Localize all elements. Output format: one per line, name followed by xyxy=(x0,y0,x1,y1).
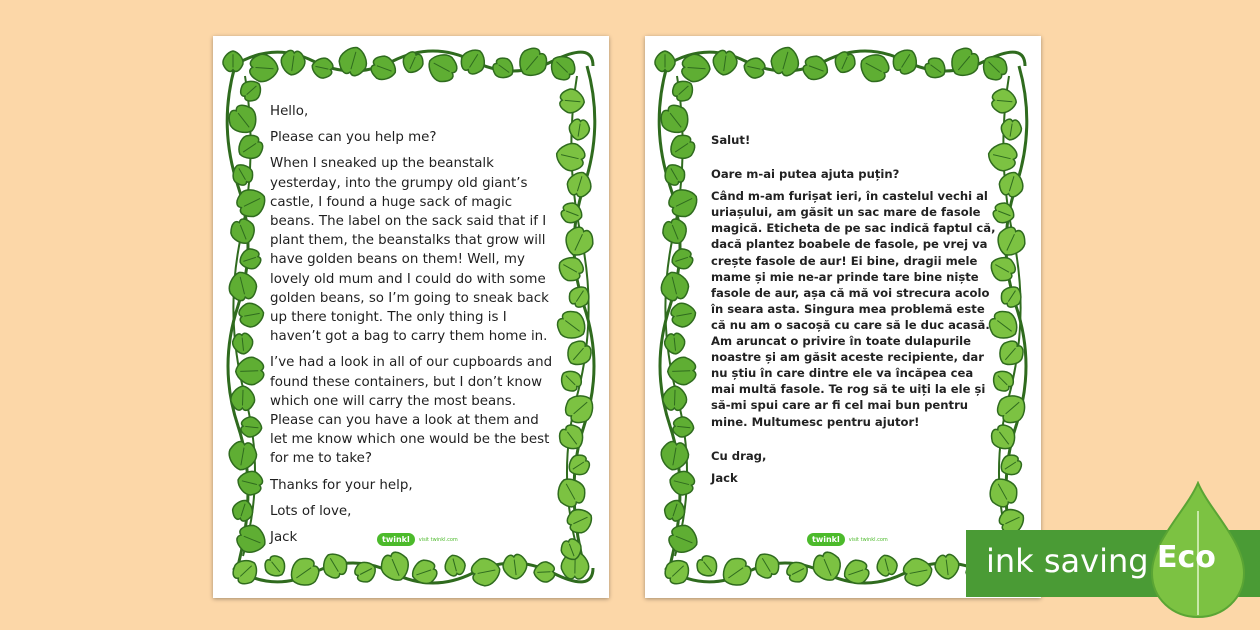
closing-love: Lots of love, xyxy=(270,503,352,519)
signature: Jack xyxy=(270,530,298,546)
paragraph-2: When I sneaked up the beanstalk yesterday, into the grumpy old giant’s castle, I found a huge sack of magic beans. The label on the sack said that if I plant them, the beanstalks that grow will have golden beans on them! Well, my lovely old mum and I could do with some golden beans, so I’m going to sneak back up there tonight. The only thing is I haven’t got a bag to carry them home in. xyxy=(270,156,549,345)
paragraph-1: Please can you help me? xyxy=(270,130,437,146)
question: Oare m-ai putea ajuta puțin? xyxy=(711,167,900,182)
closing-thanks: Thanks for your help, xyxy=(270,477,413,493)
ivy-leaf-vein xyxy=(240,371,258,372)
ink-saving-text: ink saving xyxy=(986,542,1149,580)
ivy-leaf-vein xyxy=(674,390,675,406)
letter-page-romanian xyxy=(645,36,1041,598)
romanian-letter-body xyxy=(711,132,997,504)
ivy-leaf-vein xyxy=(242,390,243,406)
twinkl-footer xyxy=(377,533,458,546)
twinkl-logo: twinkl xyxy=(807,533,845,546)
ivy-leaf-vein xyxy=(672,371,690,372)
twinkl-url: visit twinkl.com xyxy=(848,536,888,543)
ivy-leaf-vein xyxy=(537,572,550,573)
paragraph-3: I’ve had a look in all of our cupboards and found these containers, but I don’t know which one will carry the most beans. Please can you have a look at them and let me know which one would be the best for me to take? xyxy=(270,355,553,467)
closing: Cu drag, xyxy=(711,448,767,463)
greeting: Salut! xyxy=(711,133,751,147)
twinkl-url: visit twinkl.com xyxy=(418,536,458,543)
twinkl-footer xyxy=(807,533,888,546)
english-letter-body xyxy=(270,102,560,554)
twinkl-logo: twinkl xyxy=(377,533,415,546)
eco-label: Eco xyxy=(1157,540,1216,575)
signature: Jack xyxy=(711,470,738,485)
body: Când m-am furișat ieri, în castelul vechi al uriașului, am găsit un sac mare de fasole magică. Eticheta de pe sac indică faptul că, dacă plantez boabele de fasole, pe vrej va crește fasole de aur! Ei bine, dragii mele mame și mie ne-ar prinde tare bine niște fasole de aur, așa că mă voi strecura acolo în seara asta. Singura mea problemă este că nu am o sacoșă cu care să le duc acasă. Am aruncat o privire în toate dulapurile noastre și am găsit aceste recipiente, dar nu știu în care dintre ele va încăpea cea mai multă fasole. Te rog să te uiți la ele și să-mi spui care ar fi cel mai bun pentru mine. Multumesc pentru ajutor! xyxy=(711,189,996,429)
greeting: Hello, xyxy=(270,104,309,119)
letter-page-english xyxy=(213,36,609,598)
